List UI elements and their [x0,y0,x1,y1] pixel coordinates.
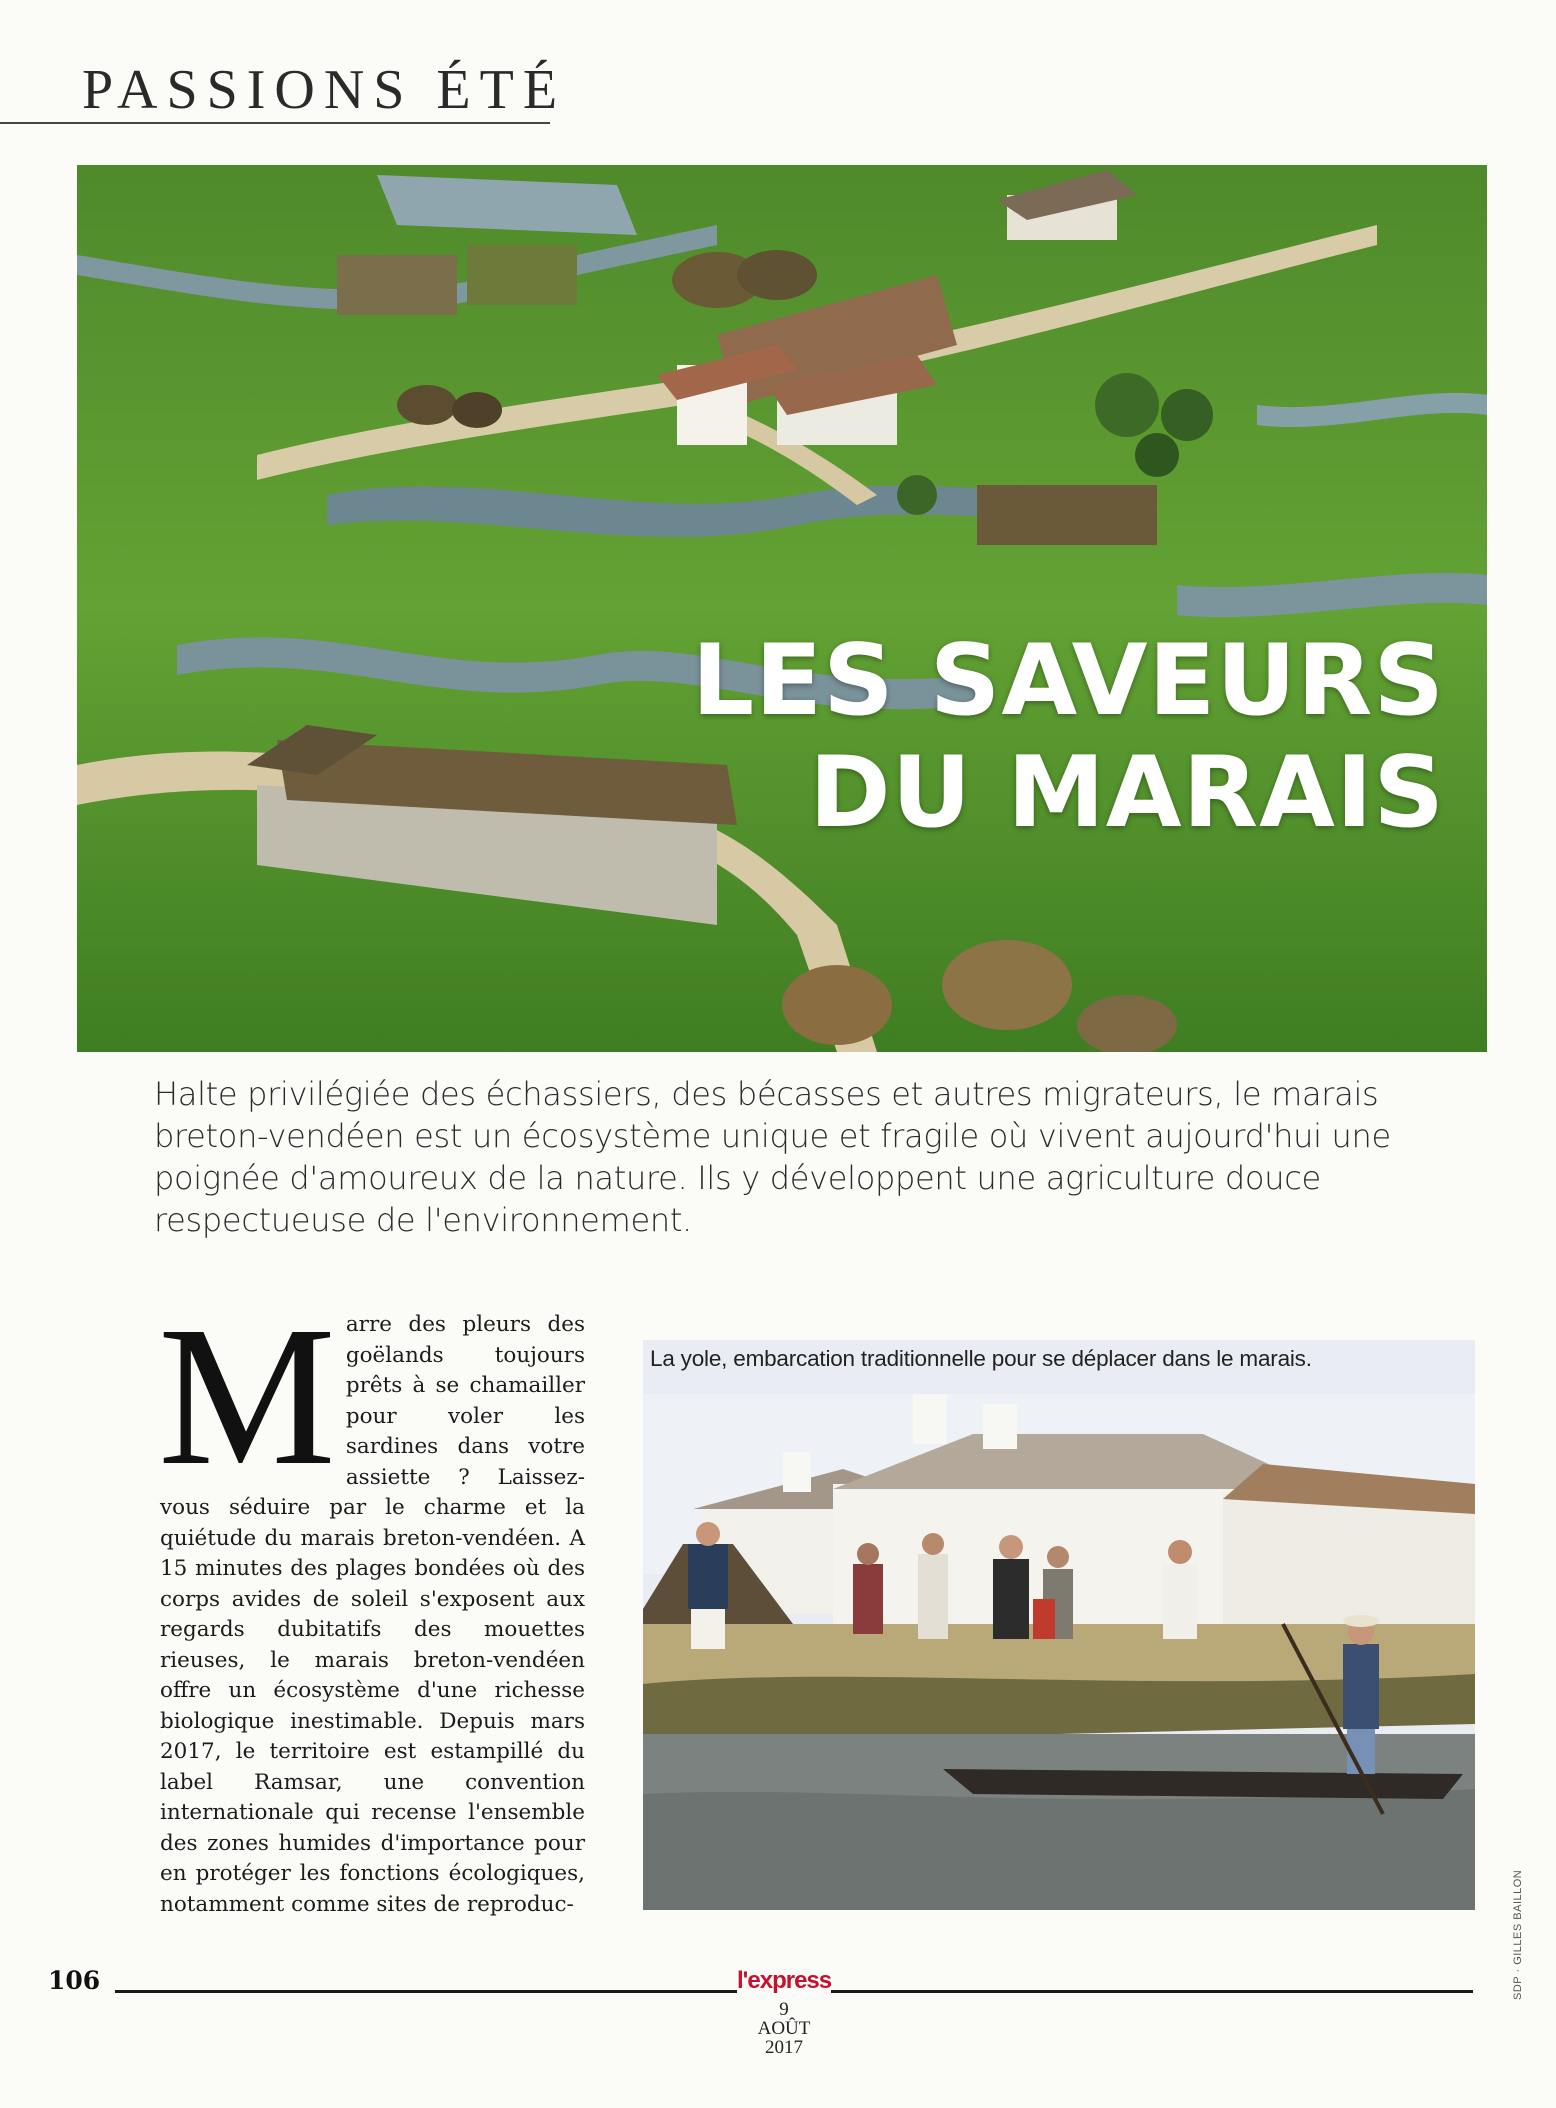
boat-photo [643,1394,1475,1910]
article-lede: Halte privilégiée des échassiers, des bécasses et autres migrateurs, le marais breton-vendéen est un écosystème unique et fragile où vivent aujourd'hui une poignée d'amoureux de la nature. Ils y développent une agriculture douce respectueuse de l'environnement. [154,1075,1391,1239]
article-body [158,1286,585,1920]
headline-line-1: LES SAVEURS [691,624,1445,738]
photo-caption: La yole, embarcation traditionnelle pour se déplacer dans le marais. [650,1346,1312,1371]
marsh-aerial-illustration [77,165,1487,1052]
rubric-rule [0,122,550,124]
magazine-logo: l'express [737,1967,832,1994]
hero-image [77,165,1487,1052]
issue-month: AOÛT [757,2018,811,2039]
section-rubric: PASSIONS ÉTÉ [82,59,567,121]
issue-day: 9 [779,1999,789,2020]
issue-year: 2017 [765,2037,803,2058]
photo-credit: SDP · GILLES BAILLON [1512,1869,1524,2000]
headline-line-2: DU MARAIS [809,736,1445,850]
headline [692,625,1445,849]
yole-scene-illustration [643,1394,1475,1910]
issue-date [734,2000,834,2057]
article-body-text: arre des pleurs des goëlands toujours prêts à se chamailler pour voler les sardines dans votre assiette ? Laissez-vous séduire par le charme et la quiétude du marais breton-vendéen. A 15 minutes des plages bondées où des corps avides de soleil s'exposent aux regards dubitatifs des mouettes rieuses, le marais breton-vendéen offre un écosystème d'une richesse biologique inestimable. Depuis mars 2017, le territoire est estampillé du label Ramsar, une convention internationale qui recense l'ensemble des zones humides d'importance pour en protéger les fonctions écologiques, notamment comme sites de reproduc- [160,1312,585,1917]
page-number: 106 [48,1966,101,1995]
drop-cap: M [158,1286,336,1507]
